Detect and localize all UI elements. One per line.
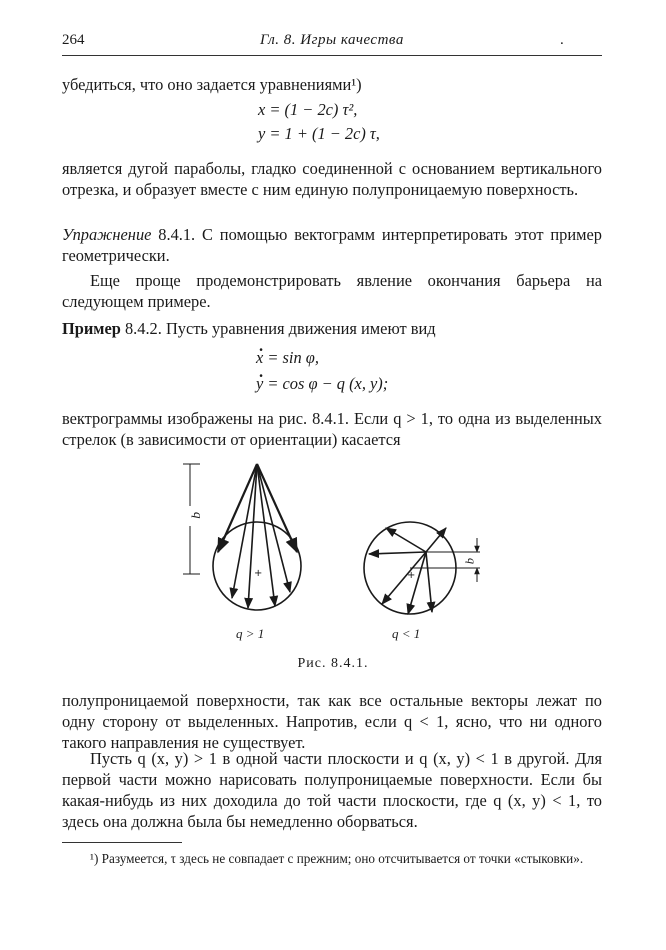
example-text: 8.4.2. Пусть уравнения движения имеют вид xyxy=(120,319,436,338)
footnote-rule xyxy=(62,842,182,843)
paragraph-conclusion: Пусть q (x, y) > 1 в одной части плоскости и q (x, y) < 1 в другой. Для первой части можно нарисовать полупроницаемые поверхности. Если бы какая-нибудь из них доходила до той части плоскости, где q (x, y) < 1, то здесь она должна была бы немедленно оборваться. xyxy=(62,749,602,831)
paragraph-semipermeable: полупроницаемой поверхности, так как все остальные векторы лежат по одну сторону от выделенных. Напротив, если q < 1, ясно, что ни одного такого направления не существует. xyxy=(62,691,602,752)
left-diagram-label: q > 1 xyxy=(236,626,265,641)
right-arrow-1 xyxy=(386,528,426,552)
figure-8-4-1 xyxy=(180,452,500,652)
page-header xyxy=(62,32,602,54)
intro-line: убедиться, что оно задается уравнениями¹) xyxy=(62,75,362,94)
exercise-label: Упражнение xyxy=(62,225,152,244)
exercise-block xyxy=(62,224,602,266)
right-center-mark: + xyxy=(407,570,416,581)
left-tangent-arrow-1 xyxy=(218,464,257,552)
header-rule xyxy=(62,55,602,56)
example-label: Пример xyxy=(62,319,121,338)
right-arrow-6 xyxy=(426,528,446,552)
equation-ydot: . y = cos φ − q (x, y); xyxy=(256,374,388,394)
left-dim-label: q xyxy=(191,512,206,519)
equation-y: y = 1 + (1 − 2c) τ, xyxy=(258,124,380,143)
left-diagram xyxy=(183,464,301,610)
right-arrow-3 xyxy=(382,552,426,604)
running-title: Гл. 8. Игры качества xyxy=(260,32,404,48)
footnote: ¹) Разумеется, τ здесь не совпадает с прежним; оно отсчитывается от точки «стыковки». xyxy=(90,851,584,866)
right-arrow-4 xyxy=(408,552,426,614)
example-block xyxy=(62,318,602,339)
right-diagram xyxy=(364,522,480,614)
page-number: 264 xyxy=(62,32,85,48)
equation-x: x = (1 − 2c) τ², xyxy=(258,100,358,119)
paragraph-vectograms: вектрограммы изображены на рис. 8.4.1. Если q > 1, то одна из выделенных стрелок (в зависимости от ориентации) касается xyxy=(62,409,602,449)
equation-xdot: . x = sin φ, xyxy=(256,348,319,368)
header-mark: . xyxy=(560,32,564,48)
exercise-text: 8.4.1. С помощью вектограмм интерпретировать этот пример геометрически. xyxy=(62,225,602,265)
figure-caption: Рис. 8.4.1. xyxy=(297,656,369,671)
right-diagram-label: q < 1 xyxy=(392,626,421,641)
left-center-mark: + xyxy=(254,568,263,579)
right-arrow-2 xyxy=(369,552,426,554)
paragraph-barrier: Еще проще продемонстрировать явление окончания барьера на следующем примере. xyxy=(62,271,602,311)
right-dim-label: q xyxy=(465,558,479,564)
paragraph-parabola: является дугой параболы, гладко соединенной с основанием вертикального отрезка, и образует вместе с ним единую полупроницаемую поверхность. xyxy=(62,159,602,199)
right-arrow-5 xyxy=(426,552,432,612)
